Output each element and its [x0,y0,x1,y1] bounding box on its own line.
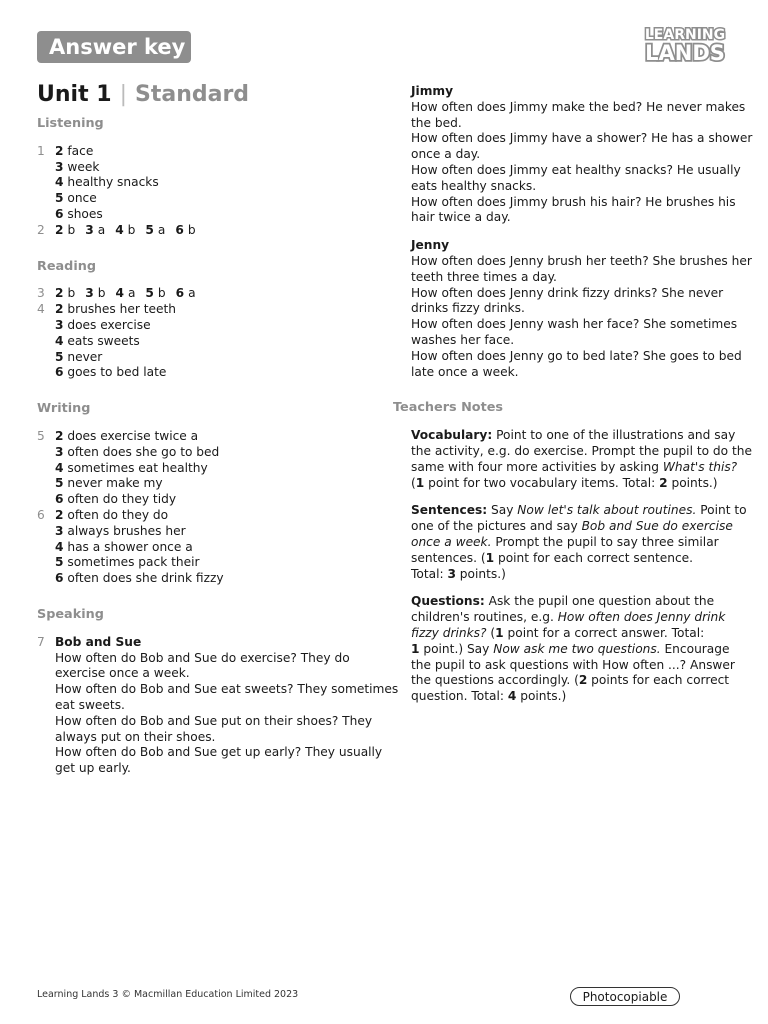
speaking-line: late once a week. [411,364,519,379]
learning-lands-logo [638,24,732,64]
listening-heading: Listening [37,116,104,131]
speaking-line: How often does Jimmy make the bed? He never makes [411,99,746,114]
speaking-line: eat sweets. [55,697,125,712]
photocopiable-badge: Photocopiable [570,987,680,1006]
exercise-number: 4 [37,302,45,317]
sentences-note: Sentences: Say Now let's talk about routines. Point to one of the pictures and say Bob and Sue do exercise once a week. Prompt the pupil to say three similar sentences. (1 point for each correct sentence. Total: 3 points.) [411,503,747,581]
item-number: 6 [55,206,64,221]
speaking-line: How often do Bob and Sue do exercise? They do [55,650,350,665]
item-number: 4 [55,175,64,190]
exercise-number: 3 [37,286,45,301]
svg-text:LANDS: LANDS [645,41,725,64]
teachers-notes-heading: Teachers Notes [393,400,504,416]
speaking-heading: Speaking [37,606,104,622]
speaking-line: teeth three times a day. [411,269,557,284]
speaking-line: get up early. [55,761,131,776]
exercise-number: 1 [37,143,45,158]
speaking-line: How often do Bob and Sue eat sweets? They sometimes [55,682,399,697]
exercise-number: 7 [37,634,45,649]
answer-text: healthy snacks [67,175,159,190]
questions-note: Questions: Ask the pupil one question about the children's routines, e.g. How often does Jenny drink fizzy drinks? (1 point for a correct answer. Total: 1 point.) Say Now ask me two questions. Encourage the pupil to ask questions with How often ...? Answer the questions accordingly. (2 points for each correct question. Total: 4 points.) [411,594,735,704]
exercise-2-answers: 2 2 b 3 a 4 b 5 a 6 b [37,222,196,237]
unit-level: Standard [134,82,250,107]
speaking-line: How often does Jimmy have a shower? He has a shower [411,131,753,146]
speaking-line: eats healthy snacks. [411,178,537,193]
speaking-line: How often does Jenny go to bed late? She goes to bed [411,348,742,363]
item-number: 3 [55,159,64,174]
exercise-number: 5 [37,428,45,443]
speaking-line: How often do Bob and Sue get up early? They usually [55,745,383,760]
speaking-line: drinks fizzy drinks. [411,301,525,316]
jimmy-name: Jimmy [411,84,454,98]
speaking-line: the bed. [411,115,462,130]
answer-text: once [67,191,97,206]
exercise-3-answers: 3 2 b 3 b 4 a 5 b 6 a [37,286,196,301]
speaking-line: exercise once a week. [55,666,190,681]
answer-text: face [67,143,94,158]
speaking-line: How often does Jenny wash her face? She sometimes [411,317,738,332]
speaking-line: always put on their shoes. [55,729,216,744]
svg-text:LEARNING: LEARNING [644,27,726,43]
answer-key-banner: Answer key [37,31,191,63]
speaking-line: How often does Jenny drink fizzy drinks? She never [411,285,724,300]
unit-title [37,82,249,107]
speaking-name: Bob and Sue [55,634,142,649]
speaking-line: How often do Bob and Sue put on their shoes? They [55,713,373,728]
answer-text: shoes [67,206,103,221]
writing-heading: Writing [37,401,91,417]
unit-label: Unit 1 [37,82,112,107]
speaking-line: hair twice a day. [411,210,511,225]
answer-text: week [67,159,100,174]
right-column [393,84,753,705]
exercise-number: 6 [37,507,45,522]
item-number: 2 [55,143,64,158]
copyright-footer: Learning Lands 3 © Macmillan Education Limited 2023 [37,989,299,1000]
jenny-name: Jenny [411,238,450,253]
title-separator: | [119,82,127,107]
left-column: Listening 1 2 face 3 week 4 healthy snacks 5 once 6 shoes 2 2 b 3 a 4 b 5 a 6 b Reading 3 2 b 3 b 4 a 5 b 6 a 4 2 brushes her teeth 3 does exercise 4 eats sweets 5 never 6 goes to bed late Writing 5 2 does exercise twice a 3 often does she go to bed 4 sometimes eat healthy 5 never make my 6 often do they tidy 6 2 often do they do 3 always brushes her 4 has a shower once a 5 sometimes pack their 6 often does she drink fizzy Speaking 7 Bob and Sue How often do Bob and Sue do exercise? They do exercise once a week. How often do Bob and Sue eat sweets? They sometimes eat sweets. How often do Bob and Sue put on their shoes? They always put on their shoes. How often do Bob and Sue get up early? They usually get up early. [37,116,399,776]
item-number: 5 [55,191,64,206]
speaking-line: How often does Jimmy brush his hair? He brushes his [411,194,736,209]
speaking-line: How often does Jenny brush her teeth? She brushes her [411,253,752,268]
exercise-number: 2 [37,222,45,237]
speaking-line: once a day. [411,147,481,162]
reading-heading: Reading [37,258,96,274]
speaking-line: washes her face. [411,332,515,347]
vocabulary-note: Vocabulary: Point to one of the illustrations and say the activity, e.g. do exercise. Prompt the pupil to do the same with four more activities by asking What's this? (1 point for two vocabulary items. Total: 2 points.) [411,428,753,490]
speaking-line: How often does Jimmy eat healthy snacks? He usually [411,162,741,177]
